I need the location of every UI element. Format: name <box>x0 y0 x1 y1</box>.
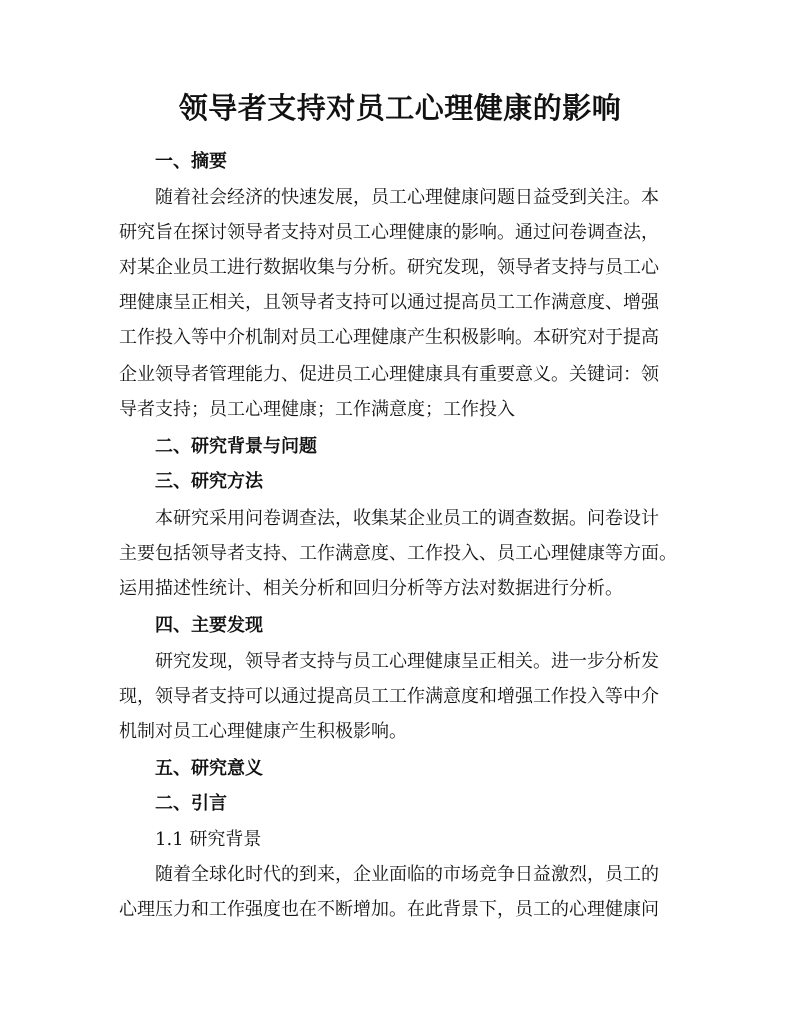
findings-line-3: 机制对员工心理健康产生积极影响。 <box>119 721 407 742</box>
subsection-heading-research-background: 1.1 研究背景 <box>155 829 262 850</box>
section-heading-findings: 四、主要发现 <box>155 615 263 636</box>
findings-line-2: 现，领导者支持可以通过提高员工工作满意度和增强工作投入等中介 <box>119 686 659 707</box>
abstract-line-2: 研究旨在探讨领导者支持对员工心理健康的影响。通过问卷调查法， <box>119 222 659 243</box>
method-line-3: 运用描述性统计、相关分析和回归分析等方法对数据进行分析。 <box>119 578 623 599</box>
section-heading-significance: 五、研究意义 <box>155 758 263 779</box>
method-line-1: 本研究采用问卷调查法，收集某企业员工的调查数据。问卷设计 <box>155 508 659 529</box>
findings-line-1: 研究发现，领导者支持与员工心理健康呈正相关。进一步分析发 <box>155 651 659 672</box>
section-heading-abstract: 一、摘要 <box>155 151 227 172</box>
intro-line-1: 随着全球化时代的到来，企业面临的市场竞争日益激烈，员工的 <box>155 864 659 885</box>
section-heading-method: 三、研究方法 <box>155 471 263 492</box>
abstract-line-6: 企业领导者管理能力、促进员工心理健康具有重要意义。关键词：领 <box>119 364 659 385</box>
abstract-line-3: 对某企业员工进行数据收集与分析。研究发现，领导者支持与员工心 <box>119 257 659 278</box>
abstract-line-5: 工作投入等中介机制对员工心理健康产生积极影响。本研究对于提高 <box>119 327 659 348</box>
intro-line-2: 心理压力和工作强度也在不断增加。在此背景下，员工的心理健康问 <box>119 899 659 920</box>
abstract-line-1: 随着社会经济的快速发展，员工心理健康问题日益受到关注。本 <box>155 187 659 208</box>
document-title: 领导者支持对员工心理健康的影响 <box>178 91 622 125</box>
method-line-2: 主要包括领导者支持、工作满意度、工作投入、员工心理健康等方面。 <box>119 543 677 564</box>
abstract-line-7: 导者支持；员工心理健康；工作满意度；工作投入 <box>119 399 515 420</box>
section-heading-introduction: 二、引言 <box>155 793 227 814</box>
section-heading-background: 二、研究背景与问题 <box>155 436 317 457</box>
abstract-line-4: 理健康呈正相关，且领导者支持可以通过提高员工工作满意度、增强 <box>119 292 659 313</box>
